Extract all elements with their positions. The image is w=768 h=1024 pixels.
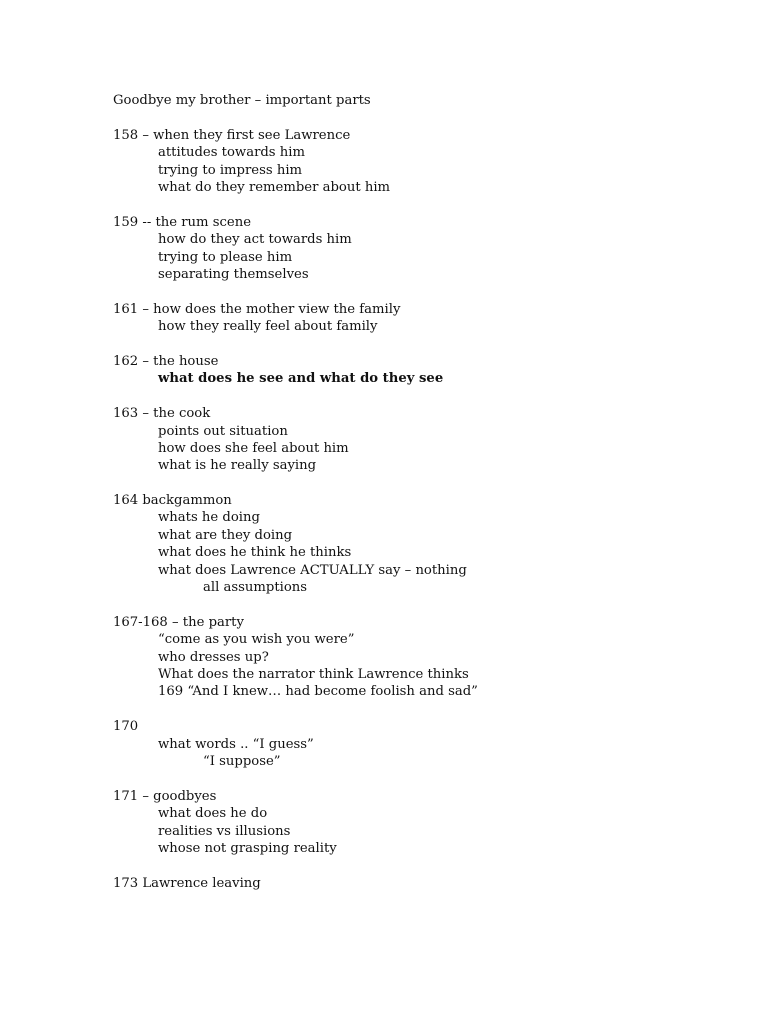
section-item-bold: what does he see and what do they see	[158, 371, 444, 387]
section-item: what does Lawrence ACTUALLY say – nothing	[158, 562, 467, 578]
section-gap	[113, 475, 713, 492]
section-item: what words .. “I guess”	[158, 736, 314, 752]
section-item: What does the narrator think Lawrence thinks	[158, 667, 469, 682]
section-item: whose not grasping reality	[158, 840, 337, 856]
section-gap	[113, 701, 713, 718]
section-item: whats he doing	[158, 510, 260, 526]
section-heading-170: 170	[113, 719, 139, 735]
section-heading-173: 173 Lawrence leaving	[113, 875, 261, 891]
section-item: how do they act towards him	[158, 232, 352, 248]
section-subitem: all assumptions	[203, 580, 308, 596]
section-item: how does she feel about him	[158, 440, 349, 456]
section-item: separating themselves	[158, 267, 309, 283]
section-item: “come as you wish you were”	[158, 632, 355, 648]
section-subitem: “I suppose”	[203, 753, 281, 769]
section-item: what is he really saying	[158, 458, 317, 474]
section-item: what does he think he thinks	[158, 545, 352, 561]
document-page	[113, 92, 713, 892]
section-heading-163: 163 – the cook	[113, 406, 211, 422]
section-item: how they really feel about family	[158, 319, 378, 335]
document-title: Goodbye my brother – important parts	[113, 93, 371, 108]
section-heading-161: 161 – how does the mother view the family	[113, 301, 401, 317]
section-item: trying to please him	[158, 249, 293, 265]
section-item: who dresses up?	[158, 649, 269, 665]
section-gap	[113, 283, 713, 300]
section-item: 169 “And I knew… had become foolish and sad”	[158, 684, 478, 700]
section-item: attitudes towards him	[158, 145, 305, 161]
section-gap	[113, 770, 713, 787]
section-item: realities vs illusions	[158, 823, 291, 839]
section-item: trying to impress him	[158, 162, 303, 178]
section-gap	[113, 196, 713, 213]
section-heading-164: 164 backgammon	[113, 493, 232, 509]
section-gap	[113, 857, 713, 874]
section-heading-159: 159 -- the rum scene	[113, 214, 252, 230]
section-item: what does he do	[158, 806, 268, 822]
section-heading-162: 162 – the house	[113, 353, 219, 369]
section-item: points out situation	[158, 423, 288, 439]
section-heading-171: 171 – goodbyes	[113, 788, 217, 804]
section-item: what are they doing	[158, 527, 293, 543]
section-item: what do they remember about him	[158, 180, 391, 196]
section-heading-158: 158 – when they first see Lawrence	[113, 127, 351, 143]
section-heading-167-168: 167-168 – the party	[113, 614, 244, 630]
section-gap	[113, 596, 713, 613]
section-gap	[113, 336, 713, 353]
section-gap	[113, 388, 713, 405]
